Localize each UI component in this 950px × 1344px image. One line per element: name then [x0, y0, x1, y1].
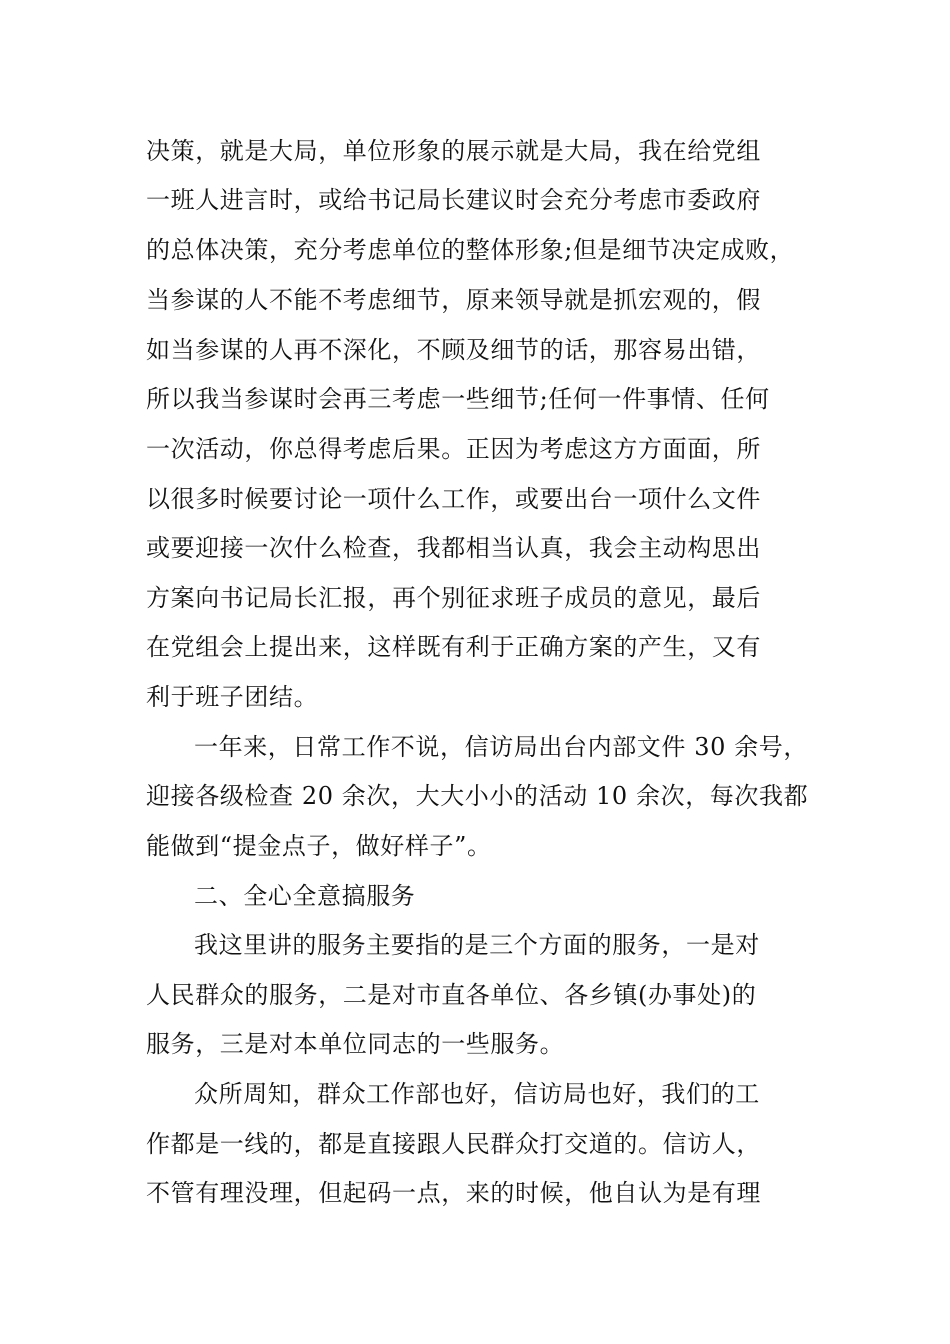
- section-heading: 二、全心全意搞服务: [194, 882, 416, 910]
- text-line: 作都是一线的，都是直接跟人民群众打交道的。信访人，: [146, 1130, 761, 1158]
- paragraph-first-line: 我这里讲的服务主要指的是三个方面的服务，一是对: [194, 931, 760, 959]
- text-line: 服务，三是对本单位同志的一些服务。: [146, 1030, 565, 1058]
- text-line: 当参谋的人不能不考虑细节，原来领导就是抓宏观的，假: [146, 286, 761, 314]
- text-line: 一班人进言时，或给书记局长建议时会充分考虑市委政府: [146, 186, 761, 214]
- text-line: 所以我当参谋时会再三考虑一些细节;任何一件事情、任何: [146, 385, 770, 413]
- text-line: 迎接各级检查 20 余次，大大小小的活动 10 余次，每次我都: [146, 782, 809, 810]
- text-line: 如当参谋的人再不深化，不顾及细节的话，那容易出错，: [146, 336, 761, 364]
- text-line: 在党组会上提出来，这样既有利于正确方案的产生，又有: [146, 633, 761, 661]
- text-line: 不管有理没理，但起码一点，来的时候，他自认为是有理: [146, 1179, 761, 1207]
- text-line: 能做到“提金点子，做好样子”。: [146, 832, 492, 860]
- text-line: 或要迎接一次什么检查，我都相当认真，我会主动构思出: [146, 534, 761, 562]
- text-line: 以很多时候要讨论一项什么工作，或要出台一项什么文件: [146, 485, 761, 513]
- text-line: 的总体决策，充分考虑单位的整体形象;但是细节决定成败，: [146, 236, 795, 264]
- paragraph-first-line: 众所周知，群众工作部也好，信访局也好，我们的工: [194, 1080, 760, 1108]
- text-line: 决策，就是大局，单位形象的展示就是大局，我在给党组: [146, 137, 761, 165]
- text-line: 方案向书记局长汇报，再个别征求班子成员的意见，最后: [146, 584, 761, 612]
- text-line: 一次活动，你总得考虑后果。正因为考虑这方方面面，所: [146, 435, 761, 463]
- text-line: 利于班子团结。: [146, 683, 319, 711]
- text-line: 人民群众的服务，二是对市直各单位、各乡镇(办事处)的: [146, 981, 757, 1009]
- paragraph-first-line: 一年来，日常工作不说，信访局出台内部文件 30 余号，: [194, 733, 808, 761]
